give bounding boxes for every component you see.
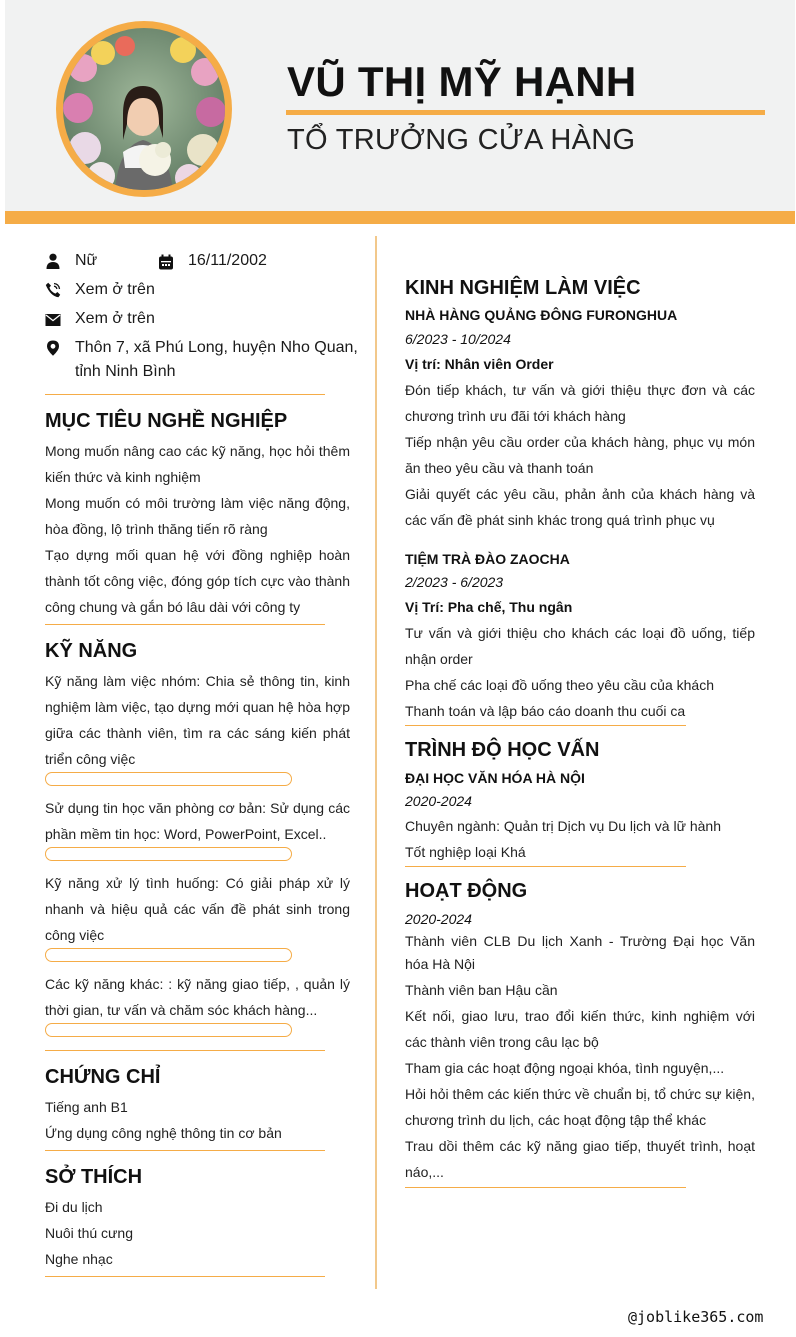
activity-item: Kết nối, giao lưu, trao đổi kiến thức, kinh nghiệm với các thành viên trong câu lạc bộ bbox=[405, 1008, 755, 1050]
divider bbox=[405, 1187, 686, 1188]
job-task: Tiếp nhận yêu cầu order của khách hàng, phục vụ món ăn theo yêu cầu và thanh toán bbox=[405, 434, 755, 476]
mail-icon bbox=[45, 312, 61, 328]
divider bbox=[45, 624, 325, 625]
skill-item: Kỹ năng xử lý tình huống: Có giải pháp xử lý nhanh và hiệu quả các vấn đề phát sinh trong công việc bbox=[45, 875, 350, 943]
activities-period: 2020-2024 bbox=[405, 911, 472, 927]
job-period: 6/2023 - 10/2024 bbox=[405, 331, 511, 347]
activity-item: Thành viên CLB Du lịch Xanh - Trường Đại học Văn hóa Hà Nội bbox=[405, 933, 755, 972]
activity-item: Thành viên ban Hậu cần bbox=[405, 982, 558, 998]
skill-level-bar bbox=[45, 1023, 292, 1037]
divider bbox=[45, 1150, 325, 1151]
column-divider bbox=[375, 236, 377, 1289]
job-role: Vị trí: Nhân viên Order bbox=[405, 356, 554, 372]
header-accent-bar bbox=[5, 211, 795, 224]
name-underline bbox=[286, 110, 765, 115]
divider bbox=[45, 1276, 325, 1277]
skill-item: Các kỹ năng khác: : kỹ năng giao tiếp, , quản lý thời gian, tư vấn và chăm sóc khách hàng... bbox=[45, 976, 350, 1018]
location-pin-icon bbox=[45, 340, 61, 356]
hobby-item: Nghe nhạc bbox=[45, 1251, 113, 1267]
job-task: Pha chế các loại đồ uống theo yêu cầu của khách bbox=[405, 677, 714, 693]
phone-value: Xem ở trên bbox=[75, 281, 155, 298]
skill-level-bar bbox=[45, 847, 292, 861]
objective-item: Mong muốn nâng cao các kỹ năng, học hỏi thêm kiến thức và kinh nghiệm bbox=[45, 443, 350, 485]
education-period: 2020-2024 bbox=[405, 793, 472, 809]
job-role: Vị Trí: Pha chế, Thu ngân bbox=[405, 599, 573, 615]
email-value: Xem ở trên bbox=[75, 310, 155, 327]
candidate-name: VŨ THỊ MỸ HẠNH bbox=[287, 58, 637, 105]
avatar bbox=[56, 21, 232, 197]
footer-watermark: @joblike365.com bbox=[628, 1308, 764, 1326]
skill-level-bar bbox=[45, 948, 292, 962]
school-name: ĐẠI HỌC VĂN HÓA HÀ NỘI bbox=[405, 770, 585, 786]
birthday-value: 16/11/2002 bbox=[188, 252, 267, 269]
skill-level-bar bbox=[45, 772, 292, 786]
profile-photo bbox=[63, 28, 225, 190]
activity-item: Trau dồi thêm các kỹ năng giao tiếp, thuyết trình, hoạt náo,... bbox=[405, 1138, 755, 1180]
job-task: Giải quyết các yêu cầu, phản ảnh của khách hàng và các vấn đề phát sinh khác trong quá trình phục vụ bbox=[405, 486, 755, 528]
divider bbox=[405, 866, 686, 867]
education-major: Chuyên ngành: Quản trị Dịch vụ Du lịch và lữ hành bbox=[405, 818, 721, 834]
certificates-heading: CHỨNG CHỈ bbox=[45, 1066, 161, 1088]
job-task: Thanh toán và lập báo cáo doanh thu cuối ca bbox=[405, 703, 686, 719]
hobbies-heading: SỞ THÍCH bbox=[45, 1166, 143, 1188]
certificate-item: Ứng dụng công nghệ thông tin cơ bản bbox=[45, 1125, 282, 1141]
activity-item: Hỏi hỏi thêm các kiến thức về chuẩn bị, tổ chức sự kiện, chương trình du lịch, các hoạt động tập thể khác bbox=[405, 1086, 755, 1128]
objective-heading: MỤC TIÊU NGHỀ NGHIỆP bbox=[45, 410, 288, 432]
company-name: NHÀ HÀNG QUẢNG ĐÔNG FURONGHUA bbox=[405, 307, 678, 323]
job-title: TỔ TRƯỞNG CỬA HÀNG bbox=[287, 124, 636, 156]
skill-item: Kỹ năng làm việc nhóm: Chia sẻ thông tin, kinh nghiệm làm việc, tạo dựng mới quan hệ hòa hợp giữa các thành viên, tìm ra các sáng kiến phát triển công việc bbox=[45, 673, 350, 767]
skills-heading: KỸ NĂNG bbox=[45, 640, 138, 662]
divider bbox=[45, 394, 325, 395]
objective-item: Tạo dựng mối quan hệ với đồng nghiệp hoàn thành tốt công việc, đóng góp tích cực vào thành công chung và gắn bó lâu dài với công ty bbox=[45, 547, 350, 615]
phone-icon bbox=[45, 282, 61, 298]
skill-item: Sử dụng tin học văn phòng cơ bản: Sử dụng các phần mềm tin học: Word, PowerPoint, Excel.. bbox=[45, 800, 350, 842]
calendar-icon bbox=[158, 254, 174, 270]
education-heading: TRÌNH ĐỘ HỌC VẤN bbox=[405, 739, 600, 761]
person-icon bbox=[45, 253, 61, 269]
certificate-item: Tiếng anh B1 bbox=[45, 1099, 128, 1115]
hobby-item: Nuôi thú cưng bbox=[45, 1225, 133, 1241]
job-task: Đón tiếp khách, tư vấn và giới thiệu thực đơn và các chương trình ưu đãi tới khách hàng bbox=[405, 382, 755, 424]
gender-value: Nữ bbox=[75, 252, 98, 269]
hobby-item: Đi du lịch bbox=[45, 1199, 103, 1215]
activities-heading: HOẠT ĐỘNG bbox=[405, 880, 528, 902]
activity-item: Tham gia các hoạt động ngoại khóa, tình nguyện,... bbox=[405, 1060, 725, 1076]
divider bbox=[405, 725, 686, 726]
objective-item: Mong muốn có môi trường làm việc năng động, hòa đồng, lộ trình thăng tiến rõ ràng bbox=[45, 495, 350, 537]
education-grade: Tốt nghiệp loại Khá bbox=[405, 844, 526, 860]
job-task: Tư vấn và giới thiệu cho khách các loại đồ uống, tiếp nhận order bbox=[405, 625, 755, 667]
address-value: Thôn 7, xã Phú Long, huyện Nho Quan, tỉnh Ninh Bình bbox=[75, 339, 358, 380]
job-period: 2/2023 - 6/2023 bbox=[405, 574, 504, 590]
divider bbox=[45, 1050, 325, 1051]
company-name: TIỆM TRÀ ĐÀO ZAOCHA bbox=[405, 551, 570, 567]
experience-heading: KINH NGHIỆM LÀM VIỆC bbox=[405, 277, 641, 299]
